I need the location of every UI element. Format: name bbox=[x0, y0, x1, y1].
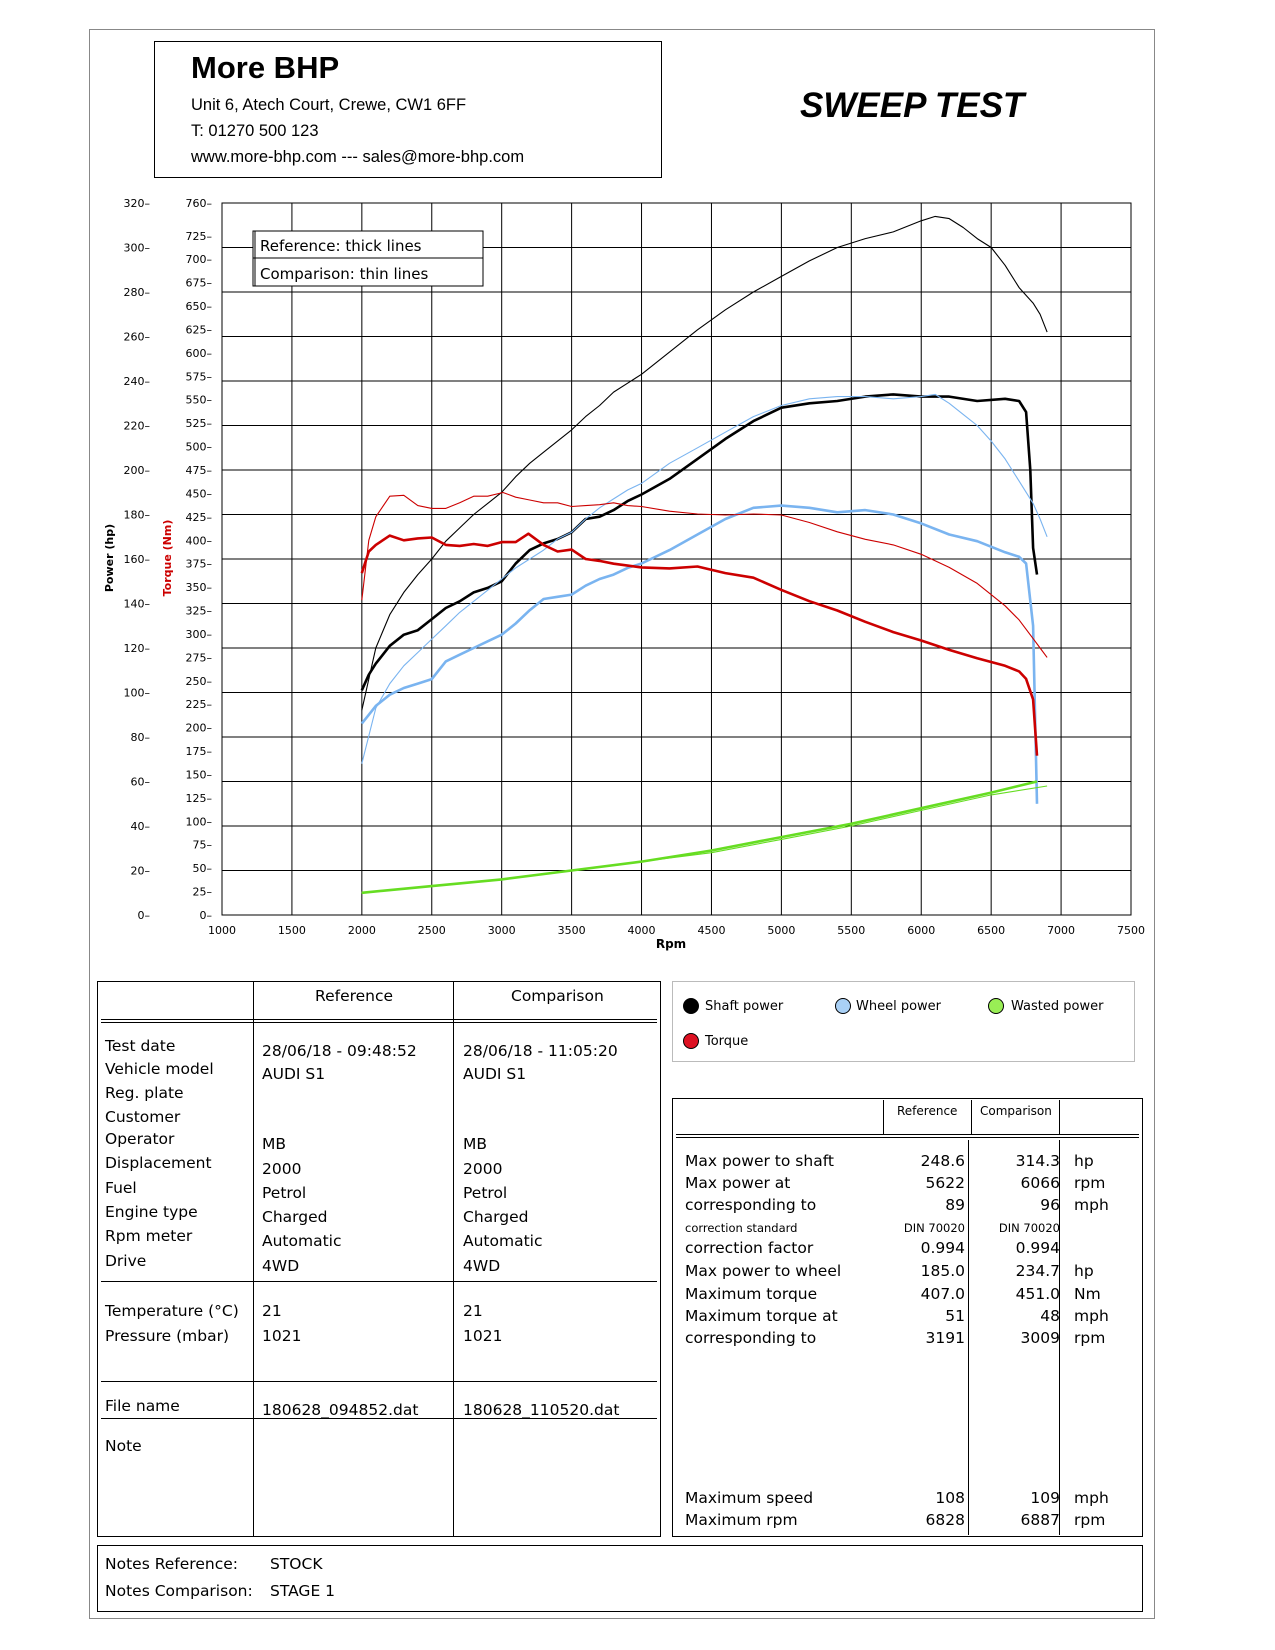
power-tick-label-10: 200– bbox=[123, 464, 150, 477]
info-label-drive: Drive bbox=[105, 1252, 147, 1270]
result-unit-1: rpm bbox=[1074, 1174, 1106, 1192]
result-label-4: correction factor bbox=[685, 1239, 814, 1257]
company-address: Unit 6, Atech Court, Crewe, CW1 6FF bbox=[191, 96, 467, 114]
power-tick-label-7: 140– bbox=[123, 597, 150, 611]
result-unit-10: rpm bbox=[1074, 1511, 1106, 1529]
info-label-rpm-meter: Rpm meter bbox=[105, 1227, 193, 1245]
result-unit-7: mph bbox=[1074, 1307, 1109, 1325]
info-label-pressure: Pressure (mbar) bbox=[105, 1327, 230, 1345]
power-tick-label-16: 320– bbox=[123, 197, 150, 210]
shaft-power-dot bbox=[683, 998, 699, 1014]
result-value-2: 96 bbox=[1040, 1196, 1060, 1214]
results-col-comparison: Comparison bbox=[980, 1104, 1052, 1118]
info-col-comparison: Comparison bbox=[511, 987, 604, 1005]
result-value-5: 185.0 bbox=[920, 1262, 965, 1280]
info-comparison-drive: 4WD bbox=[463, 1257, 501, 1275]
torque-tick-label-25: 625– bbox=[185, 323, 212, 337]
info-comparison-operator: MB bbox=[463, 1135, 488, 1153]
notes-ref-value: STOCK bbox=[270, 1555, 323, 1573]
info-comparison-temperature: 21 bbox=[463, 1302, 483, 1320]
result-value-3: DIN 70020 bbox=[998, 1221, 1060, 1235]
result-value-6: 451.0 bbox=[1015, 1285, 1060, 1303]
result-value-6: 407.0 bbox=[920, 1285, 965, 1303]
power-tick-label-12: 240– bbox=[123, 375, 150, 388]
info-comparison-displacement: 2000 bbox=[463, 1160, 503, 1178]
info-comparison-test-date: 28/06/18 - 11:05:20 bbox=[463, 1042, 618, 1060]
torque-tick-label-3: 75– bbox=[192, 838, 212, 852]
torque-tick-label-24: 600– bbox=[185, 346, 212, 360]
torque-tick-label-23: 575– bbox=[185, 370, 212, 384]
info-label-test-date: Test date bbox=[105, 1037, 176, 1055]
power-tick-label-4: 80– bbox=[130, 731, 150, 744]
info-reference-operator: MB bbox=[262, 1135, 287, 1153]
torque-tick-label-18: 450– bbox=[185, 487, 212, 501]
info-reference-fuel: Petrol bbox=[262, 1184, 307, 1202]
info-comparison-fuel: Petrol bbox=[463, 1184, 508, 1202]
power-tick-label-9: 180– bbox=[123, 508, 150, 522]
notes-cmp-label: Notes Comparison: bbox=[105, 1582, 253, 1600]
power-tick-label-15: 300– bbox=[123, 241, 150, 255]
result-label-3: correction standard bbox=[685, 1221, 798, 1235]
result-value-8: 3191 bbox=[925, 1329, 965, 1347]
info-reference-engine-type: Charged bbox=[262, 1208, 328, 1226]
result-value-1: 6066 bbox=[1020, 1174, 1060, 1192]
result-value-0: 248.6 bbox=[920, 1152, 965, 1170]
result-label-9: Maximum speed bbox=[685, 1489, 814, 1507]
torque-tick-label-22: 550– bbox=[185, 393, 212, 407]
result-label-10: Maximum rpm bbox=[685, 1511, 798, 1529]
torque-tick-label-10: 250– bbox=[185, 674, 212, 688]
x-tick-label-3: 2500 bbox=[417, 924, 446, 937]
info-label-engine-type: Engine type bbox=[105, 1203, 198, 1221]
info-comparison-rpm-meter: Automatic bbox=[463, 1232, 543, 1250]
wasted-power-dot bbox=[988, 998, 1004, 1014]
company-name: More BHP bbox=[191, 50, 340, 85]
result-value-4: 0.994 bbox=[1015, 1239, 1060, 1257]
result-value-1: 5622 bbox=[925, 1174, 965, 1192]
wheel-power-dot bbox=[835, 998, 851, 1014]
power-axis-label: Power (hp) bbox=[103, 523, 116, 593]
info-label-reg-plate: Reg. plate bbox=[105, 1084, 184, 1102]
torque-tick-label-1: 25– bbox=[192, 885, 212, 899]
report-title: SWEEP TEST bbox=[800, 86, 1025, 125]
torque-tick-label-27: 675– bbox=[185, 276, 212, 290]
results-col-reference: Reference bbox=[897, 1104, 958, 1118]
x-tick-label-2: 2000 bbox=[347, 924, 376, 937]
torque-dot bbox=[683, 1033, 699, 1049]
torque-tick-label-0: 0– bbox=[199, 909, 212, 922]
notes-ref-label: Notes Reference: bbox=[105, 1555, 238, 1573]
series-comparison-wheel-power bbox=[362, 394, 1047, 763]
power-tick-label-3: 60– bbox=[130, 775, 150, 789]
series-comparison-shaft-power bbox=[362, 216, 1047, 710]
power-tick-label-2: 40– bbox=[130, 820, 150, 833]
company-phone: T: 01270 500 123 bbox=[191, 122, 319, 140]
torque-tick-label-30: 760– bbox=[185, 197, 212, 210]
x-tick-label-5: 3500 bbox=[557, 924, 586, 937]
torque-tick-label-13: 325– bbox=[185, 604, 212, 618]
power-tick-label-11: 220– bbox=[123, 419, 150, 433]
info-comparison-engine-type: Charged bbox=[463, 1208, 529, 1226]
power-tick-label-8: 160– bbox=[123, 553, 150, 566]
info-comparison-pressure: 1021 bbox=[463, 1327, 503, 1345]
info-reference-rpm-meter: Automatic bbox=[262, 1232, 342, 1250]
result-value-5: 234.7 bbox=[1015, 1262, 1060, 1280]
info-label-customer: Customer bbox=[105, 1108, 181, 1126]
result-unit-0: hp bbox=[1074, 1152, 1094, 1170]
info-reference-displacement: 2000 bbox=[262, 1160, 302, 1178]
legend-shaft: Shaft power bbox=[705, 999, 784, 1014]
torque-tick-label-5: 125– bbox=[185, 791, 212, 805]
info-comparison-vehicle-model: AUDI S1 bbox=[463, 1065, 527, 1083]
info-label-file-name: File name bbox=[105, 1397, 180, 1415]
info-reference-file-name: 180628_094852.dat bbox=[262, 1401, 419, 1419]
info-reference-temperature: 21 bbox=[262, 1302, 282, 1320]
series-reference-torque bbox=[362, 534, 1037, 756]
x-tick-label-4: 3000 bbox=[487, 924, 516, 937]
torque-tick-label-2: 50– bbox=[192, 862, 212, 876]
info-reference-test-date: 28/06/18 - 09:48:52 bbox=[262, 1042, 417, 1060]
legend-wasted: Wasted power bbox=[1011, 999, 1104, 1014]
result-label-5: Max power to wheel bbox=[685, 1262, 842, 1280]
info-label-operator: Operator bbox=[105, 1130, 175, 1148]
result-value-4: 0.994 bbox=[920, 1239, 965, 1257]
torque-tick-label-16: 400– bbox=[185, 534, 212, 548]
torque-tick-label-28: 700– bbox=[185, 253, 212, 267]
series-comparison-torque bbox=[362, 493, 1047, 658]
torque-tick-label-4: 100– bbox=[185, 815, 212, 829]
info-label-temperature: Temperature (°C) bbox=[105, 1302, 239, 1320]
power-tick-label-6: 120– bbox=[123, 642, 150, 655]
info-label-vehicle-model: Vehicle model bbox=[105, 1060, 214, 1078]
result-value-10: 6828 bbox=[925, 1511, 965, 1529]
info-reference-drive: 4WD bbox=[262, 1257, 300, 1275]
result-label-6: Maximum torque bbox=[685, 1285, 818, 1303]
info-label-fuel: Fuel bbox=[105, 1179, 137, 1197]
x-tick-label-13: 7500 bbox=[1117, 924, 1145, 937]
torque-tick-label-20: 500– bbox=[185, 440, 212, 454]
info-reference-pressure: 1021 bbox=[262, 1327, 302, 1345]
notes-box bbox=[97, 1545, 1143, 1612]
result-unit-6: Nm bbox=[1074, 1285, 1101, 1303]
torque-tick-label-7: 175– bbox=[185, 745, 212, 759]
chart-series bbox=[362, 216, 1047, 892]
x-tick-label-10: 6000 bbox=[907, 924, 936, 937]
result-label-2: corresponding to bbox=[685, 1196, 817, 1214]
result-unit-9: mph bbox=[1074, 1489, 1109, 1507]
series-reference-wasted-power bbox=[362, 782, 1037, 893]
result-unit-5: hp bbox=[1074, 1262, 1094, 1280]
result-value-7: 48 bbox=[1040, 1307, 1060, 1325]
legend-reference-text: Reference: thick lines bbox=[260, 237, 422, 255]
torque-tick-label-12: 300– bbox=[185, 627, 212, 641]
torque-tick-label-9: 225– bbox=[185, 698, 212, 712]
torque-tick-label-21: 525– bbox=[185, 417, 212, 431]
torque-tick-label-11: 275– bbox=[185, 651, 212, 665]
torque-tick-label-6: 150– bbox=[185, 768, 212, 782]
torque-tick-label-19: 475– bbox=[185, 464, 212, 477]
info-col-reference: Reference bbox=[315, 987, 394, 1005]
series-legend bbox=[672, 981, 1135, 1062]
result-value-7: 51 bbox=[945, 1307, 965, 1325]
legend-torque: Torque bbox=[705, 1034, 749, 1049]
power-tick-label-14: 280– bbox=[123, 286, 150, 299]
result-value-9: 109 bbox=[1030, 1489, 1060, 1507]
power-tick-label-5: 100– bbox=[123, 686, 150, 700]
x-tick-label-8: 5000 bbox=[767, 924, 796, 937]
torque-axis-label: Torque (Nm) bbox=[161, 519, 174, 597]
series-reference-wheel-power bbox=[362, 506, 1037, 804]
power-tick-label-0: 0– bbox=[137, 909, 150, 922]
power-tick-label-1: 20– bbox=[130, 864, 150, 878]
info-reference-vehicle-model: AUDI S1 bbox=[262, 1065, 326, 1083]
torque-tick-label-8: 200– bbox=[185, 721, 212, 735]
x-tick-label-0: 1000 bbox=[208, 924, 236, 937]
x-tick-label-6: 4000 bbox=[627, 924, 656, 937]
x-tick-label-7: 4500 bbox=[697, 924, 726, 937]
torque-tick-label-26: 650– bbox=[185, 300, 212, 314]
chart-grid bbox=[222, 203, 1131, 915]
result-value-0: 314.3 bbox=[1015, 1152, 1060, 1170]
info-label-note: Note bbox=[105, 1437, 142, 1455]
notes-cmp-value: STAGE 1 bbox=[270, 1582, 336, 1600]
result-value-8: 3009 bbox=[1020, 1329, 1060, 1347]
result-value-2: 89 bbox=[945, 1196, 965, 1214]
result-value-9: 108 bbox=[935, 1489, 965, 1507]
result-label-1: Max power at bbox=[685, 1174, 791, 1192]
x-tick-label-1: 1500 bbox=[277, 924, 306, 937]
result-unit-8: rpm bbox=[1074, 1329, 1106, 1347]
company-web: www.more-bhp.com --- sales@more-bhp.com bbox=[191, 148, 525, 166]
x-tick-label-9: 5500 bbox=[837, 924, 866, 937]
result-value-10: 6887 bbox=[1020, 1511, 1060, 1529]
x-axis-label: Rpm bbox=[655, 937, 687, 951]
power-tick-label-13: 260– bbox=[123, 330, 150, 344]
torque-tick-label-14: 350– bbox=[185, 581, 212, 595]
x-tick-label-12: 7000 bbox=[1047, 924, 1076, 937]
info-comparison-file-name: 180628_110520.dat bbox=[463, 1401, 620, 1419]
x-tick-label-11: 6500 bbox=[977, 924, 1006, 937]
legend-wheel: Wheel power bbox=[856, 999, 942, 1014]
info-label-displacement: Displacement bbox=[105, 1154, 212, 1172]
result-label-7: Maximum torque at bbox=[685, 1307, 838, 1325]
result-label-8: corresponding to bbox=[685, 1329, 817, 1347]
torque-tick-label-29: 725– bbox=[185, 229, 212, 243]
torque-tick-label-15: 375– bbox=[185, 557, 212, 571]
legend-comparison-text: Comparison: thin lines bbox=[260, 265, 429, 283]
torque-tick-label-17: 425– bbox=[185, 510, 212, 524]
result-value-3: DIN 70020 bbox=[903, 1221, 965, 1235]
result-label-0: Max power to shaft bbox=[685, 1152, 834, 1170]
result-unit-2: mph bbox=[1074, 1196, 1109, 1214]
